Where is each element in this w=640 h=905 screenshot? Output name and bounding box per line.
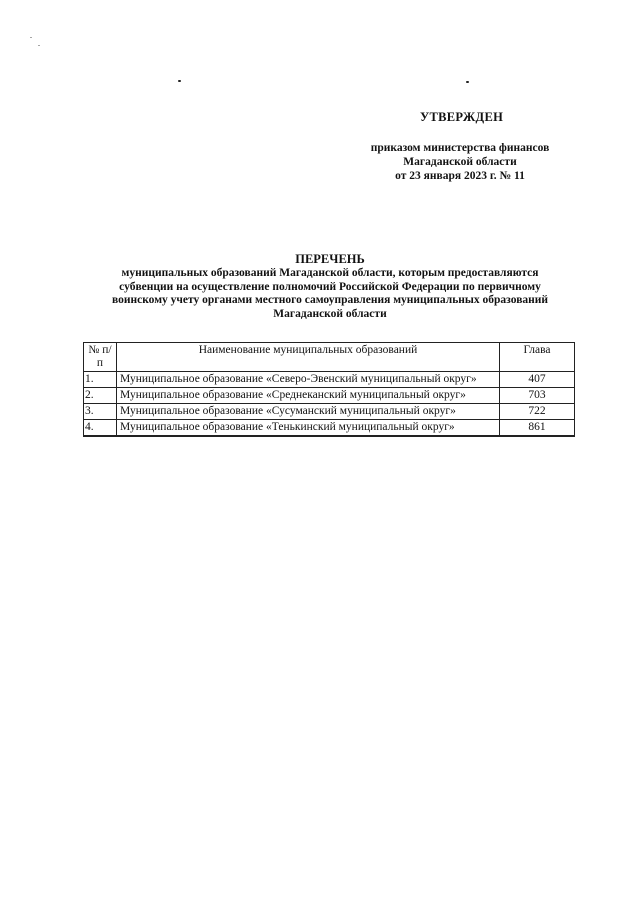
list-subtitle-line: муниципальных образований Магаданской области, которым предоставляются <box>121 267 539 279</box>
list-subtitle-line: воинскому учету органами местного самоуправления муниципальных образований <box>111 294 549 306</box>
scan-speck <box>30 37 32 38</box>
row-chapter: 861 <box>500 420 575 437</box>
header-number: № п/п <box>84 343 117 372</box>
approval-date-line: от 23 января 2023 г. № 11 <box>395 170 525 182</box>
row-chapter: 722 <box>500 404 575 420</box>
row-name: Муниципальное образование «Северо-Эвенский муниципальный округ» <box>117 372 500 388</box>
list-header <box>80 252 580 321</box>
list-subtitle-line: субвенции на осуществление полномочий Российской Федерации по первичному <box>119 280 541 293</box>
row-name: Муниципальное образование «Тенькинский муниципальный округ» <box>117 420 500 437</box>
row-chapter: 407 <box>500 372 575 388</box>
scan-speck <box>38 45 40 46</box>
row-name: Муниципальное образование «Среднеканский муниципальный округ» <box>117 388 500 404</box>
row-number: 3. <box>84 404 117 420</box>
approval-region-line: Магаданской области <box>403 156 517 168</box>
municipalities-table <box>83 342 575 437</box>
row-name: Муниципальное образование «Сусуманский муниципальный округ» <box>117 404 500 420</box>
row-number: 1. <box>84 372 117 388</box>
table-row <box>84 388 575 404</box>
scan-speck <box>466 81 469 83</box>
approval-title: УТВЕРЖДЕН <box>420 110 504 124</box>
list-subtitle-line: Магаданской области <box>273 307 387 320</box>
header-name: Наименование муниципальных образований <box>117 343 500 372</box>
table-header-row <box>84 343 575 372</box>
row-number: 2. <box>84 388 117 404</box>
row-chapter: 703 <box>500 388 575 404</box>
scan-speck <box>178 80 181 82</box>
table-row <box>84 372 575 388</box>
approval-order-line: приказом министерства финансов <box>370 142 550 154</box>
list-title: ПЕРЕЧЕНЬ <box>295 252 365 266</box>
approval-block <box>340 141 580 183</box>
table-row <box>84 404 575 420</box>
table-row <box>84 420 575 437</box>
header-chapter: Глава <box>500 343 575 372</box>
row-number: 4. <box>84 420 117 437</box>
